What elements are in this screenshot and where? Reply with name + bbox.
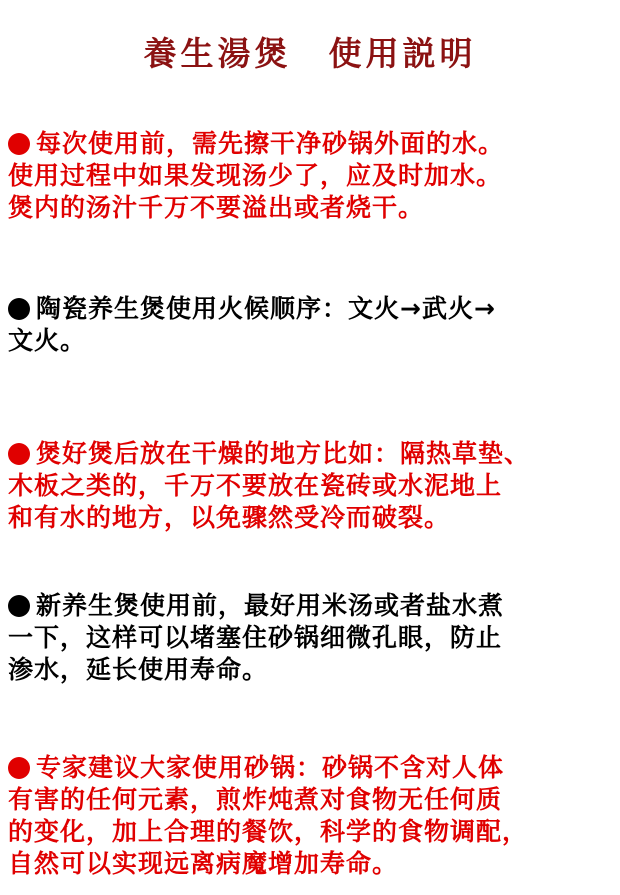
instruction-line: 文火。 — [8, 326, 87, 355]
page-title: 養生湯煲 使用説明 — [143, 34, 477, 73]
instruction-line: 一下，这样可以堵塞住砂锅细微孔眼，防止 — [8, 623, 503, 652]
instruction-line: 的变化，加上合理的餐饮，科学的食物调配， — [8, 817, 529, 846]
instruction-line: 煲好煲后放在干燥的地方比如：隔热草垫、 — [8, 438, 620, 470]
instruction-section-2 — [8, 293, 620, 357]
bullet-icon — [8, 133, 30, 155]
instruction-line: 自然可以实现远离病魔增加寿命。 — [8, 849, 399, 878]
instruction-line: 木板之类的，千万不要放在瓷砖或水泥地上 — [8, 471, 503, 500]
bullet-icon — [8, 298, 30, 320]
instruction-line: 专家建议大家使用砂锅：砂锅不含对人体 — [8, 752, 620, 784]
instruction-line: 和有水的地方，以免骤然受冷而破裂。 — [8, 503, 451, 532]
instruction-section-1 — [8, 128, 620, 224]
instruction-line: 新养生煲使用前，最好用米汤或者盐水煮 — [8, 590, 620, 622]
bullet-icon — [8, 595, 30, 617]
instruction-section-3 — [8, 438, 620, 534]
instruction-section-4 — [8, 590, 620, 686]
bullet-icon — [8, 443, 30, 465]
bullet-icon — [8, 757, 30, 779]
instruction-line: 有害的任何元素，煎炸炖煮对食物无任何质 — [8, 785, 503, 814]
instruction-line: 每次使用前，需先擦干净砂锅外面的水。 — [8, 128, 620, 160]
instruction-line: 陶瓷养生煲使用火候顺序：文火→武火→ — [8, 293, 620, 325]
instruction-line: 煲内的汤汁千万不要溢出或者烧干。 — [8, 193, 425, 222]
instruction-section-5 — [8, 752, 620, 880]
instruction-line: 渗水，延长使用寿命。 — [8, 655, 269, 684]
instruction-line: 使用过程中如果发现汤少了，应及时加水。 — [8, 161, 503, 190]
